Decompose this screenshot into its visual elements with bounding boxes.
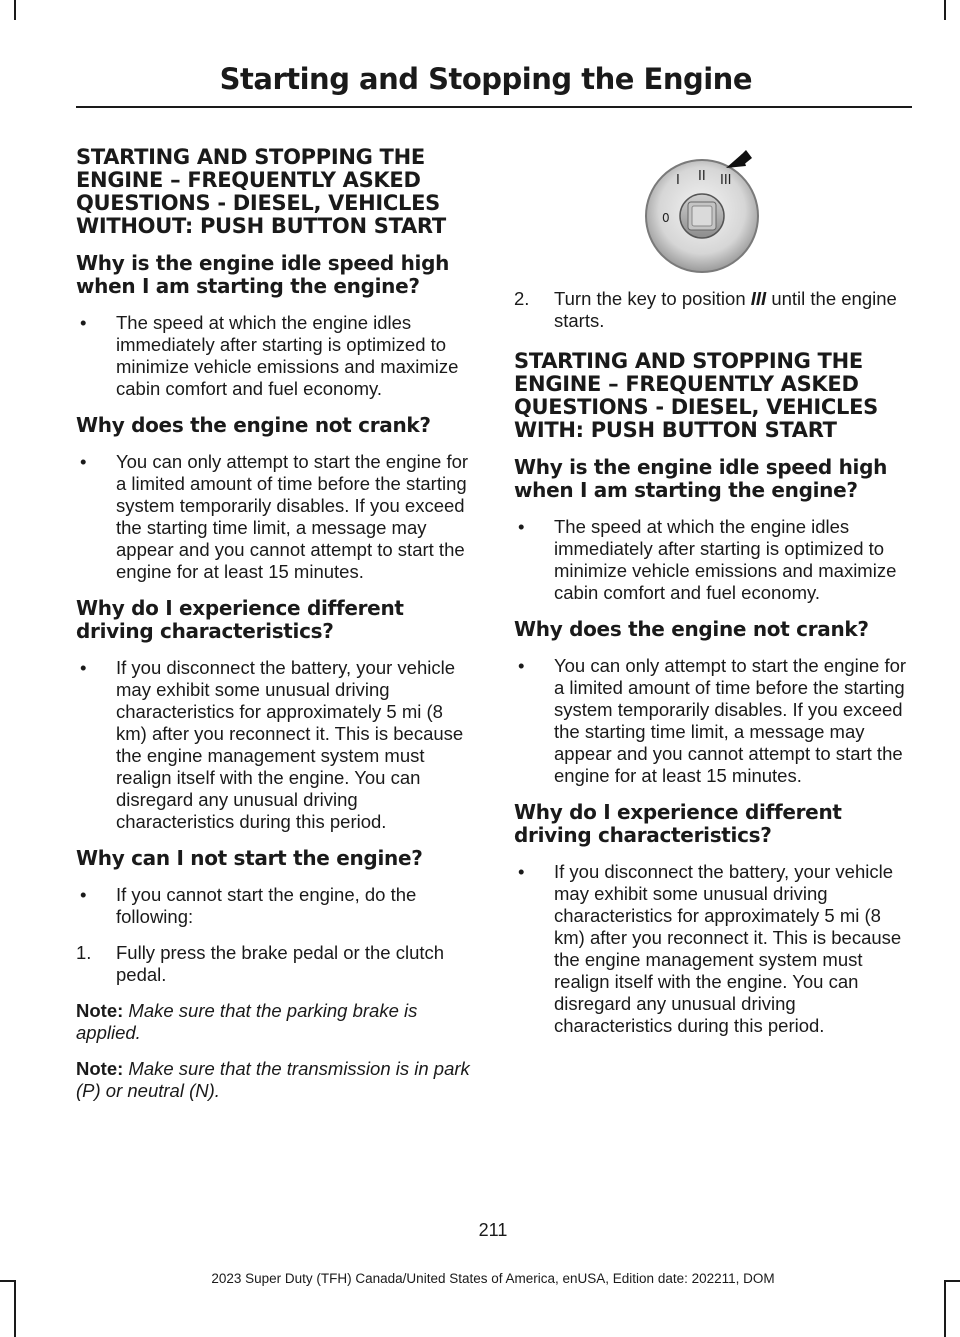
question-title: Why does the engine not crank? <box>76 413 431 437</box>
bullet-mark: • <box>80 657 87 678</box>
crop-mark <box>944 0 946 20</box>
bullet-text: The speed at which the engine idles immediately after starting is optimized to minimize vehicle emissions and maximize cabin comfort and fuel economy. <box>116 312 459 399</box>
section-title: STARTING AND STOPPING THE ENGINE – FREQUENTLY ASKED QUESTIONS - DIESEL, VEHICLES WITH: PUSH BUTTON START <box>514 349 878 442</box>
numbered-step <box>76 942 476 986</box>
note <box>76 1000 476 1044</box>
bullet-item <box>514 516 914 604</box>
question-title: Why does the engine not crank? <box>514 617 869 641</box>
page-footer: 2023 Super Duty (TFH) Canada/United States of America, enUSA, Edition date: 202211, DOM <box>211 1271 775 1286</box>
header-rule <box>76 106 912 108</box>
bullet-mark: • <box>80 884 87 905</box>
step-number: 2. <box>514 288 530 309</box>
ignition-switch-illustration <box>514 140 914 280</box>
note-text: Make sure that the parking brake is applied. <box>76 1000 418 1043</box>
bullet-text: If you disconnect the battery, your vehicle may exhibit some unusual driving characteristics for approximately 5 mi (8 km) after you reconnect it. This is because the engine management system must realign itself with the engine. You can disregard any unusual driving characteristics during this period. <box>116 657 464 832</box>
bullet-mark: • <box>80 312 87 333</box>
step-text-before: Turn the key to position <box>554 288 751 309</box>
right-column <box>514 140 914 1051</box>
section-title: STARTING AND STOPPING THE ENGINE – FREQUENTLY ASKED QUESTIONS - DIESEL, VEHICLES WITHOUT: PUSH BUTTON START <box>76 145 446 238</box>
step-position: III <box>750 288 767 309</box>
numbered-step <box>514 288 914 332</box>
ignition-label-ii: II <box>698 169 706 184</box>
bullet-mark: • <box>518 516 525 537</box>
bullet-mark: • <box>518 655 525 676</box>
crop-mark <box>14 1280 16 1337</box>
note <box>76 1058 476 1102</box>
step-number: 1. <box>76 942 92 963</box>
question-title: Why is the engine idle speed high when I am starting the engine? <box>514 455 888 502</box>
ignition-label-iii: III <box>720 173 732 188</box>
ignition-label-off: 0 <box>662 211 670 225</box>
note-label: Note: <box>76 1000 124 1021</box>
bullet-mark: • <box>518 861 525 882</box>
step-text: Fully press the brake pedal or the clutch pedal. <box>116 942 445 985</box>
bullet-item <box>76 451 476 583</box>
bullet-item <box>76 884 476 928</box>
bullet-text: If you disconnect the battery, your vehicle may exhibit some unusual driving characteristics for approximately 5 mi (8 km) after you reconnect it. This is because the engine management system must realign itself with the engine. You can disregard any unusual driving characteristics during this period. <box>554 861 902 1036</box>
question-title: Why is the engine idle speed high when I am starting the engine? <box>76 251 450 298</box>
bullet-item <box>514 861 914 1037</box>
bullet-item <box>76 312 476 400</box>
question-title: Why do I experience different driving characteristics? <box>76 596 404 643</box>
note-text: Make sure that the transmission is in park (P) or neutral (N). <box>76 1058 470 1101</box>
step-text-after: until the engine starts. <box>554 288 897 331</box>
note-label: Note: <box>76 1058 124 1079</box>
bullet-text: You can only attempt to start the engine for a limited amount of time before the starting system temporarily disables. If you exceed the starting time limit, a message may appear and you cannot attempt to start the engine for at least 15 minutes. <box>554 655 907 786</box>
bullet-text: If you cannot start the engine, do the following: <box>116 884 417 927</box>
left-column <box>76 146 476 1116</box>
page-header-title: Starting and Stopping the Engine <box>219 62 752 96</box>
ignition-switch-icon <box>642 144 772 274</box>
bullet-item <box>76 657 476 833</box>
bullet-item <box>514 655 914 787</box>
bullet-text: You can only attempt to start the engine for a limited amount of time before the starting system temporarily disables. If you exceed the starting time limit, a message may appear and you cannot attempt to start the engine for at least 15 minutes. <box>116 451 469 582</box>
bullet-mark: • <box>80 451 87 472</box>
question-title: Why can I not start the engine? <box>76 846 423 870</box>
crop-mark <box>14 0 16 20</box>
crop-mark <box>944 1280 946 1337</box>
page-number: 211 <box>478 1220 508 1240</box>
ignition-label-i: I <box>676 173 680 188</box>
question-title: Why do I experience different driving characteristics? <box>514 800 842 847</box>
bullet-text: The speed at which the engine idles immediately after starting is optimized to minimize vehicle emissions and maximize cabin comfort and fuel economy. <box>554 516 897 603</box>
